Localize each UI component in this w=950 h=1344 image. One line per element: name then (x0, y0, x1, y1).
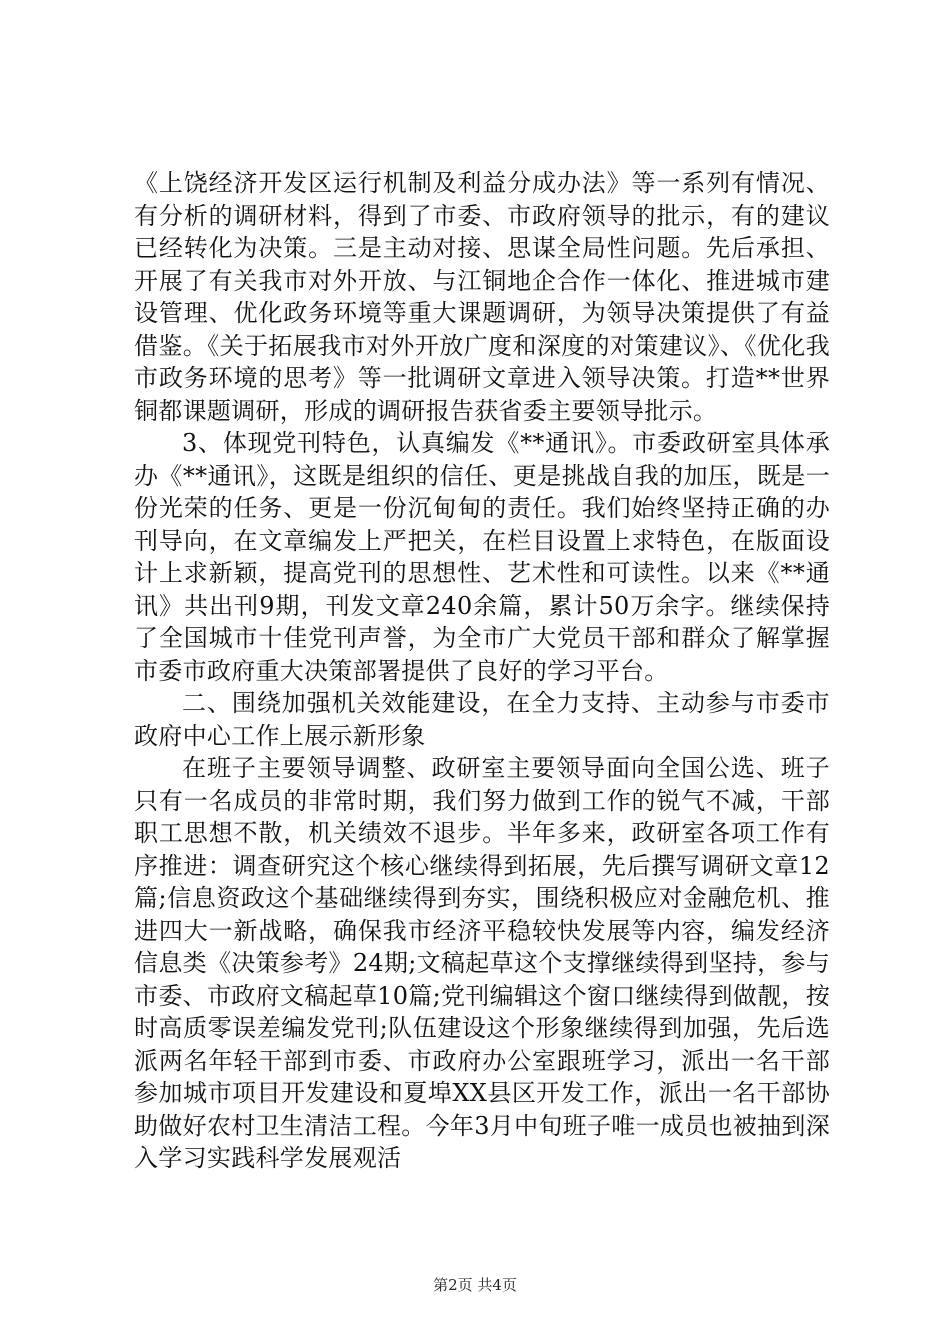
paragraph-continuation: 《上饶经济开发区运行机制及利益分成办法》等一系列有情况、有分析的调研材料，得到了市委、市政府领导的批示，有的建议已经转化为决策。三是主动对接、思谋全局性问题。先后承担、开展了有关我市对外开放、与江铜地企合作一体化、推进城市建设管理、优化政务环境等重大课题调研，为领导决策提供了有益借鉴。《关于拓展我市对外开放广度和深度的对策建议》、《优化我市政务环境的思考》等一批调研文章进入领导决策。打造**世界铜都课题调研，形成的调研报告获省委主要领导批示。 (134, 169, 830, 425)
page-footer (0, 1275, 950, 1295)
paragraph-efficiency: 在班子主要领导调整、政研室主要领导面向全国公选、班子只有一名成员的非常时期，我们努力做到工作的锐气不减，干部职工思想不散，机关绩效不退步。半年多来，政研室各项工作有序推进：调查研究这个核心继续得到拓展，先后撰写调研文章12篇;信息资政这个基础继续得到夯实，围绕积极应对金融危机、推进四大一新战略，确保我市经济平稳较快发展等内容，编发经济信息类《决策参考》24期;文稿起草这个支撑继续得到坚持，参与市委、市政府文稿起草10篇;党刊编辑这个窗口继续得到做靓，按时高质零误差编发党刊;队伍建设这个形象继续得到加强，先后选派两名年轻干部到市委、市政府办公室跟班学习，派出一名干部参加城市项目开发建设和夏埠XX县区开发工作，派出一名干部协助做好农村卫生清洁工程。今年3月中旬班子唯一成员也被抽到深入学习实践科学发展观活 (134, 754, 830, 1172)
page-number-label: 第2页 共4页 (433, 1276, 517, 1294)
section-heading: 二、围绕加强机关效能建设，在全力支持、主动参与市委市政府中心工作上展示新形象 (134, 689, 830, 750)
paragraph-party-journal: 3、体现党刊特色，认真编发《**通讯》。市委政研室具体承办《**通讯》，这既是组织的信任、更是挑战自我的加压，既是一份光荣的任务、更是一份沉甸甸的责任。我们始终坚持正确的办刊导向，在文章编发上严把关，在栏目设置上求特色，在版面设计上求新颖，提高党刊的思想性、艺术性和可读性。以来《**通讯》共出刊9期，刊发文章240余篇，累计50万余字。继续保持了全国城市十佳党刊声誉，为全市广大党员干部和群众了解掌握市委市政府重大决策部署提供了良好的学习平台。 (134, 429, 830, 685)
document-body (134, 167, 830, 1175)
